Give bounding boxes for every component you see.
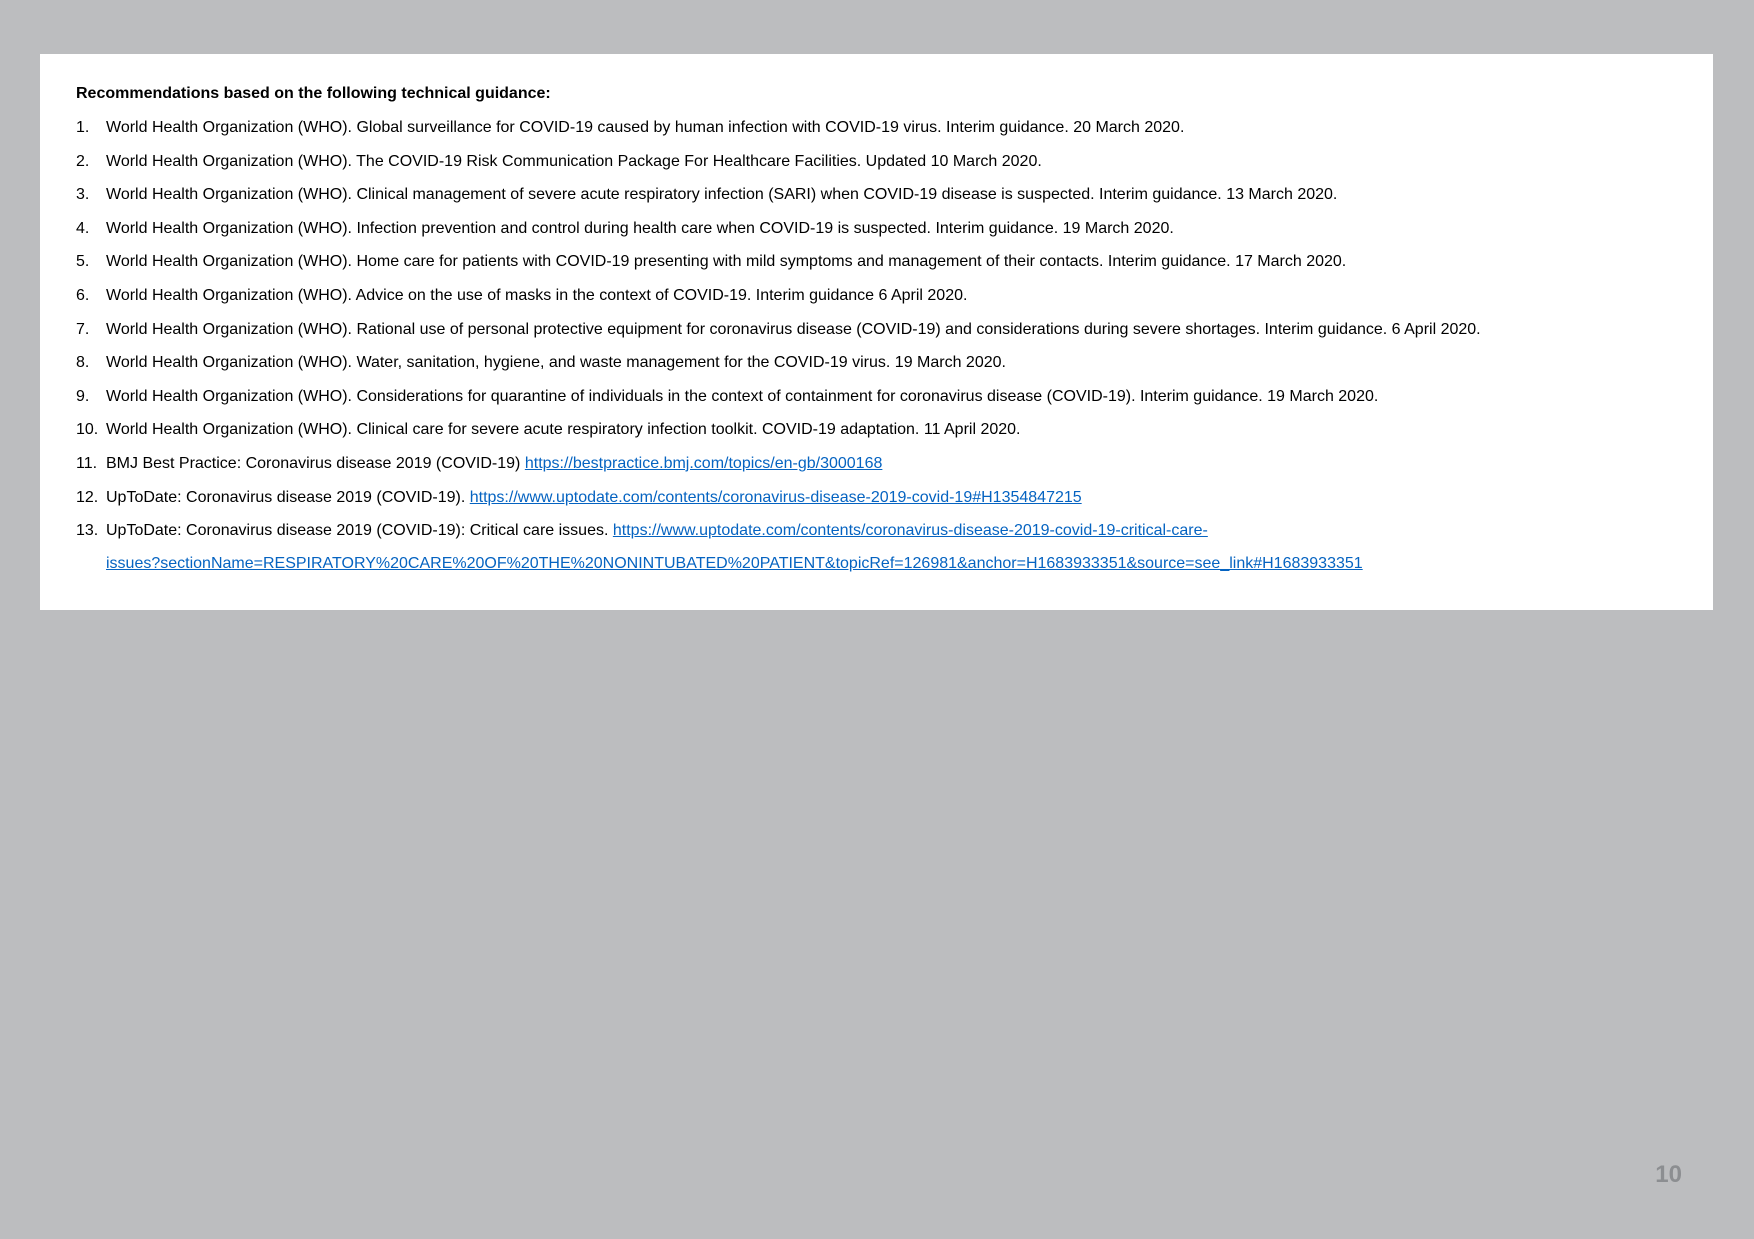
- reference-item: [76, 217, 1677, 241]
- reference-number: 3.: [76, 186, 90, 204]
- reference-text: World Health Organization (WHO). Home care for patients with COVID-19 presenting with mild symptoms and management of their contacts. Interim guidance. 17 March 2020.: [106, 253, 1347, 271]
- references-panel: [40, 54, 1713, 610]
- reference-text: World Health Organization (WHO). Water, sanitation, hygiene, and waste management for the COVID-19 virus. 19 March 2020.: [106, 354, 1006, 372]
- reference-item: [76, 418, 1677, 442]
- reference-number: 6.: [76, 286, 90, 304]
- reference-item: [76, 519, 1677, 576]
- reference-item: [76, 318, 1677, 342]
- reference-item: [76, 385, 1677, 409]
- reference-text-label: UpToDate: Coronavirus disease 2019 (COVID-19): Critical care issues.: [106, 522, 609, 540]
- reference-number: 2.: [76, 152, 90, 170]
- reference-item: [76, 486, 1677, 510]
- reference-text: World Health Organization (WHO). Advice on the use of masks in the context of COVID-19. Interim guidance 6 April 2020.: [106, 286, 968, 304]
- uptodate-critical-care-link-continuation[interactable]: issues?sectionName=RESPIRATORY%20CARE%20OF%20THE%20NONINTUBATED%20PATIENT&topicRef=126981&anchor=H1683933351&source=see_link#H1683933351: [106, 555, 1363, 573]
- reference-text: [106, 522, 1677, 576]
- reference-number: 12.: [76, 488, 99, 506]
- reference-number: 13.: [76, 522, 99, 540]
- reference-text: [106, 455, 882, 472]
- reference-text: [106, 489, 1082, 506]
- reference-number: 11.: [76, 454, 98, 472]
- reference-item: [76, 150, 1677, 174]
- reference-number: 1.: [76, 119, 90, 136]
- reference-text: World Health Organization (WHO). Clinical management of severe acute respiratory infection (SARI) when COVID-19 disease is suspected. Interim guidance. 13 March 2020.: [106, 186, 1338, 204]
- page-number: 10: [1655, 1161, 1682, 1188]
- reference-text: World Health Organization (WHO). The COVID-19 Risk Communication Package For Healthcare Facilities. Updated 10 March 2020.: [106, 152, 1042, 170]
- reference-item: [76, 351, 1677, 375]
- reference-number: 9.: [76, 387, 90, 405]
- references-heading: Recommendations based on the following technical guidance:: [76, 85, 551, 102]
- reference-number: 7.: [76, 320, 90, 338]
- reference-number: 5.: [76, 253, 90, 271]
- bmj-best-practice-link[interactable]: https://bestpractice.bmj.com/topics/en-gb/3000168: [524, 454, 883, 472]
- reference-item: [76, 250, 1677, 274]
- reference-item: [76, 183, 1677, 207]
- reference-text: World Health Organization (WHO). Clinical care for severe acute respiratory infection toolkit. COVID-19 adaptation. 11 April 2020.: [106, 421, 1021, 439]
- reference-number: 10.: [76, 421, 99, 439]
- reference-text: World Health Organization (WHO). Considerations for quarantine of individuals in the context of containment for coronavirus disease (COVID-19). Interim guidance. 19 March 2020.: [106, 387, 1379, 405]
- reference-number: 8.: [76, 354, 90, 372]
- reference-text: World Health Organization (WHO). Infection prevention and control during health care when COVID-19 is suspected. Interim guidance. 19 March 2020.: [106, 219, 1174, 237]
- reference-item: [76, 116, 1677, 140]
- uptodate-critical-care-link[interactable]: https://www.uptodate.com/contents/coronavirus-disease-2019-covid-19-critical-care-: [612, 522, 1208, 540]
- reference-text: World Health Organization (WHO). Global surveillance for COVID-19 caused by human infection with COVID-19 virus. Interim guidance. 20 March 2020.: [106, 119, 1185, 136]
- reference-number: 4.: [76, 219, 90, 237]
- reference-text-label: BMJ Best Practice: Coronavirus disease 2019 (COVID-19): [106, 454, 521, 472]
- reference-text-label: UpToDate: Coronavirus disease 2019 (COVID-19).: [106, 488, 466, 506]
- uptodate-covid19-link[interactable]: https://www.uptodate.com/contents/coronavirus-disease-2019-covid-19#H1354847215: [469, 488, 1082, 506]
- reference-item: [76, 284, 1677, 308]
- reference-text: World Health Organization (WHO). Rational use of personal protective equipment for coronavirus disease (COVID-19) and considerations during severe shortages. Interim guidance. 6 April 2020.: [106, 320, 1481, 338]
- references-list: [76, 116, 1677, 576]
- reference-item: [76, 452, 1677, 476]
